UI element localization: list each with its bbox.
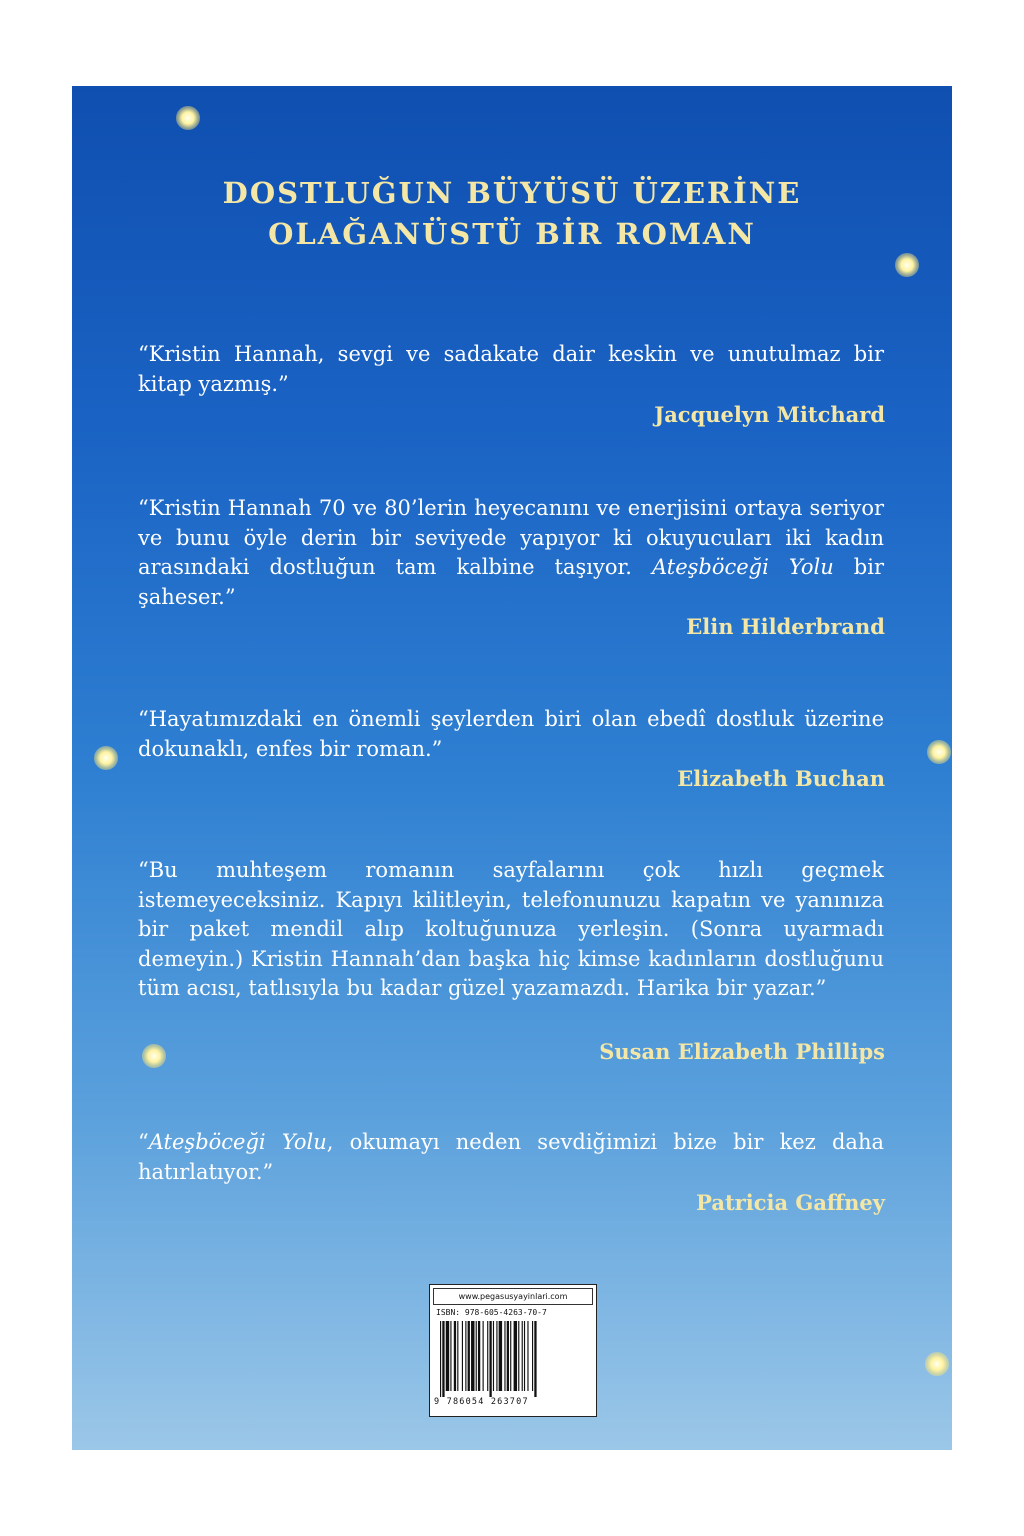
barcode-bar (524, 1321, 525, 1391)
barcode-bar (483, 1321, 484, 1391)
barcode-bar (450, 1321, 451, 1391)
review-quote-text: “Kristin Hannah 70 ve 80’lerin heyecanını ve enerjisini ortaya seriyor ve bunu öyle derin bir seviyede yapıyor ki okuyucuları iki kadın arasındaki dostluğun tam kalbine taşıyor. (138, 496, 884, 579)
barcode-bar (465, 1321, 466, 1391)
barcode-bar (468, 1321, 470, 1391)
barcode-bar (514, 1321, 517, 1391)
publisher-url: www.pegasusyayinlari.com (433, 1288, 593, 1305)
firefly-icon (925, 1352, 949, 1376)
review-quote: “Hayatımızdaki en önemli şeylerden biri olan ebedî dostluk üzerine dokunaklı, enfes bir roman.” (138, 707, 884, 761)
review-quote (138, 494, 884, 612)
barcode-bar (440, 1321, 441, 1397)
review-author: Susan Elizabeth Phillips (599, 1039, 885, 1064)
barcode-bar (522, 1321, 523, 1391)
barcode-bar (532, 1321, 533, 1391)
barcode-bar (510, 1321, 511, 1391)
review-author: Elin Hilderbrand (686, 614, 885, 639)
review-author: Jacquelyn Mitchard (654, 402, 885, 427)
barcode-bar (454, 1321, 456, 1391)
barcode-bar (499, 1321, 502, 1391)
review-quote (138, 1128, 884, 1187)
back-cover (72, 86, 952, 1450)
barcode-bar (442, 1321, 444, 1397)
headline-line-1: DOSTLUĞUN BÜYÜSÜ ÜZERİNE (222, 176, 802, 210)
headline-line-2: OLAĞANÜSTÜ BİR ROMAN (268, 217, 756, 251)
firefly-icon (895, 253, 919, 277)
firefly-icon (927, 740, 951, 764)
barcode-bar (527, 1321, 528, 1391)
barcode-icon (438, 1321, 588, 1397)
barcode-digits: 9 786054 263707 (434, 1397, 529, 1407)
review-quote-text: bir şaheser.” (138, 555, 884, 609)
barcode-bar (478, 1321, 480, 1391)
barcode-bar (487, 1321, 488, 1391)
barcode-block (429, 1284, 597, 1417)
barcode-bar (504, 1321, 505, 1391)
barcode-bar (446, 1321, 449, 1391)
barcode-bar (534, 1321, 536, 1397)
isbn-label: ISBN: 978-605-4263-70-7 (436, 1308, 547, 1317)
review-quote-text: , okumayı neden sevdiğimizi bize bir kez daha hatırlatıyor.” (138, 1130, 884, 1184)
review-quote: “Bu muhteşem romanın sayfalarını çok hızlı geçmek istemeyeceksiniz. Kapıyı kilitleyin, telefonunuzu kapatın ve yanınıza bir paket mendil alıp koltuğunuza yerleşin. (Sonra uyarmadı demeyin.) Kristin Hannah’dan başka hiç kimse kadınların dostluğunu tüm acısı, tatlısıyla bu kadar güzel yazamazdı. Harika bir yazar.” (138, 858, 884, 1000)
barcode-bar (457, 1321, 458, 1391)
review-quote-text: “ (138, 1130, 149, 1154)
barcode-bar (518, 1321, 519, 1391)
firefly-icon (176, 106, 200, 130)
review-author: Patricia Gaffney (696, 1190, 885, 1215)
barcode-bar (462, 1321, 463, 1391)
book-title: Ateşböceği Yolu (148, 1130, 327, 1154)
barcode-bar (471, 1321, 474, 1391)
firefly-icon (94, 746, 118, 770)
book-title: Ateşböceği Yolu (651, 555, 834, 579)
review-author: Elizabeth Buchan (677, 766, 885, 791)
barcode-bar (476, 1321, 477, 1391)
barcode-bar (493, 1321, 494, 1391)
barcode-bar (507, 1321, 509, 1391)
review-quote: “Kristin Hannah, sevgi ve sadakate dair keskin ve unutulmaz bir kitap yazmış.” (138, 342, 884, 396)
barcode-bar (489, 1321, 491, 1397)
firefly-icon (142, 1044, 166, 1068)
barcode-bar (496, 1321, 497, 1391)
